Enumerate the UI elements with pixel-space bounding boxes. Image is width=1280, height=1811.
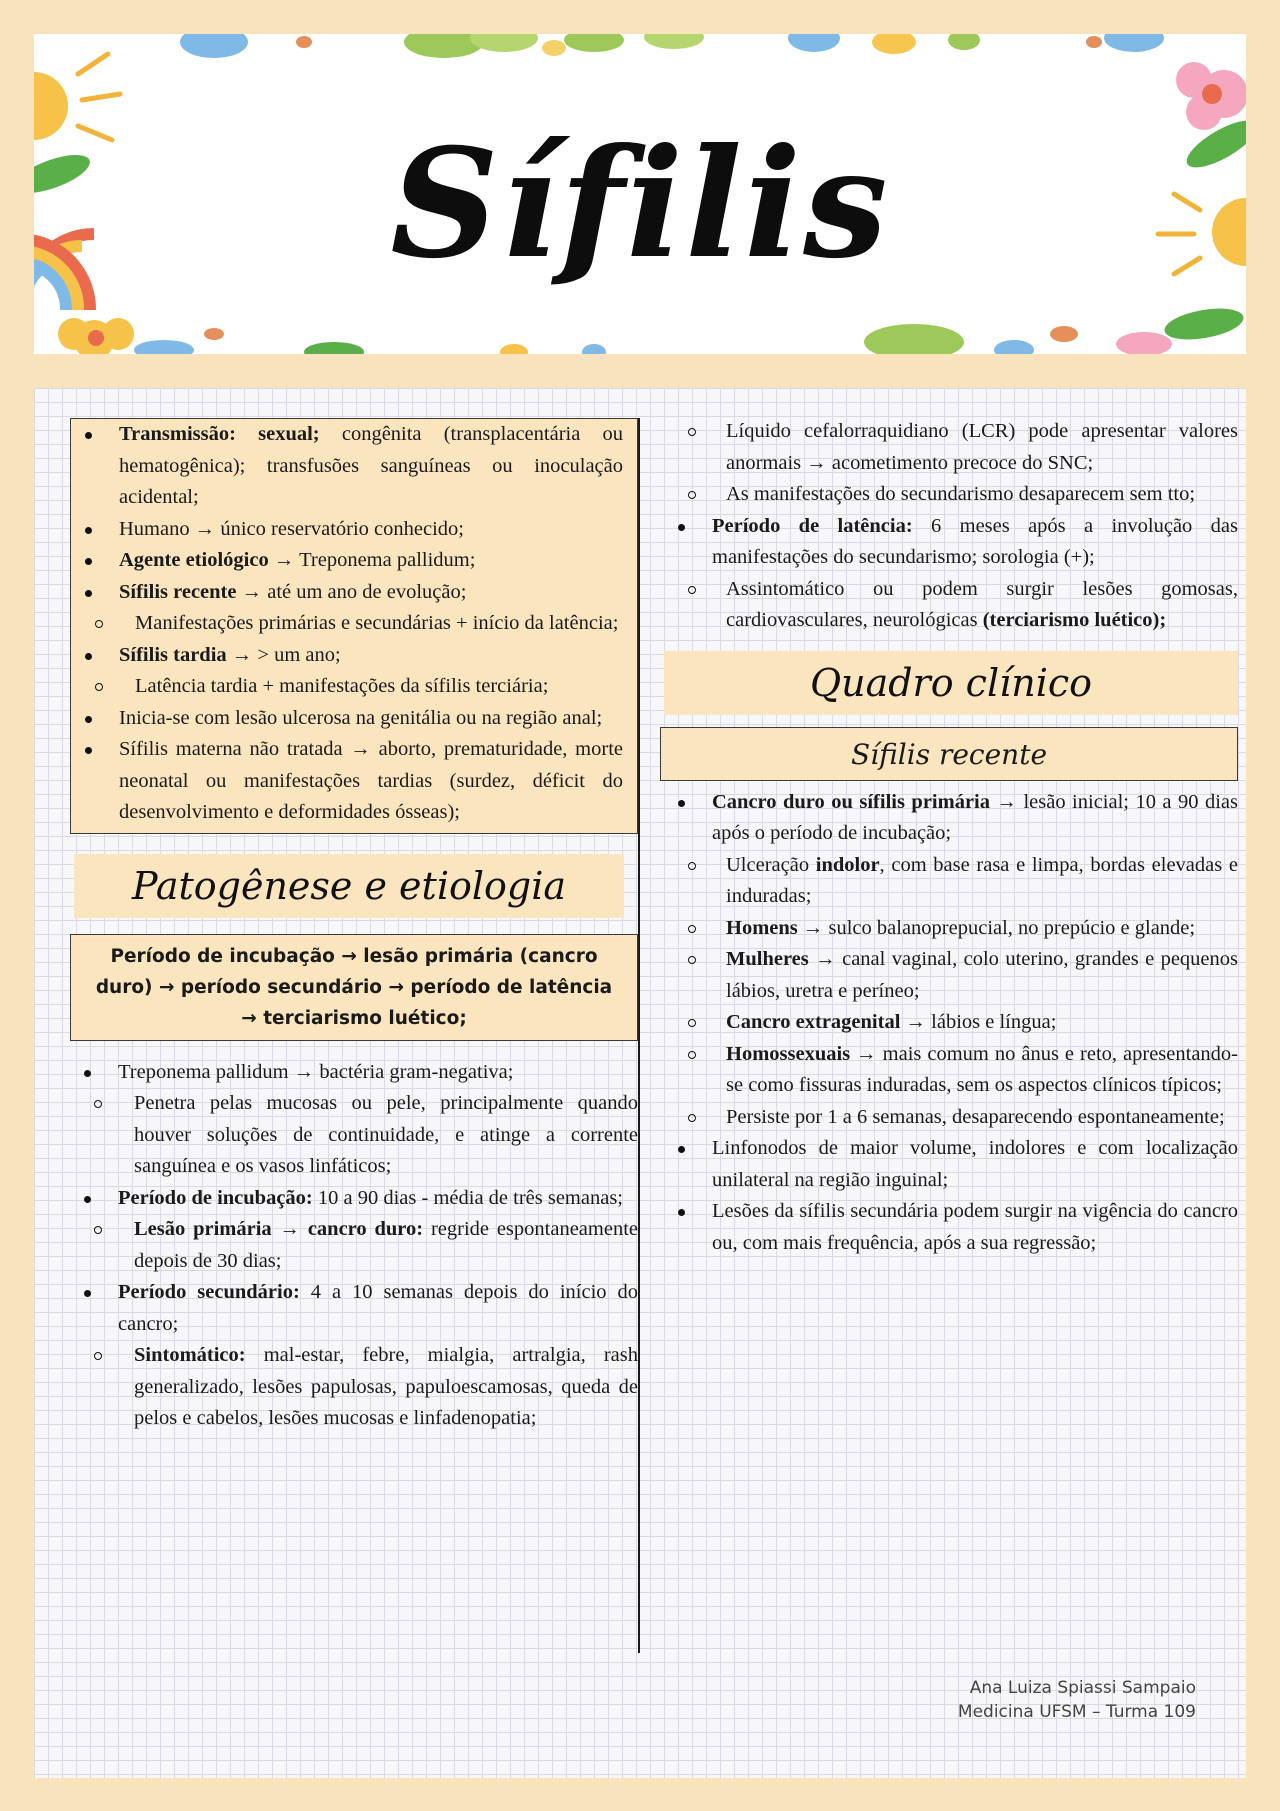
header-banner xyxy=(34,34,1246,354)
right-column xyxy=(660,416,1238,1259)
list-item: Lesões da sífilis secundária podem surgir na vigência do cancro ou, com mais frequência, após a sua regressão; xyxy=(660,1196,1238,1259)
intro-list xyxy=(71,419,623,829)
column-divider xyxy=(638,418,640,1653)
list-item: Período secundário: 4 a 10 semanas depois do início do cancro; xyxy=(70,1277,638,1340)
list-item: Cancro duro ou sífilis primária → lesão inicial; 10 a 90 dias após o período de incubação; xyxy=(660,787,1238,850)
author-name: Ana Luiza Spiassi Sampaio xyxy=(969,1678,1196,1698)
author-course: Medicina UFSM – Turma 109 xyxy=(957,1702,1196,1722)
list-item: Homens → sulco balanoprepucial, no prepúcio e glande; xyxy=(660,913,1238,945)
list-item: Período de latência: 6 meses após a involução das manifestações do secundarismo; sorologia (+); xyxy=(660,511,1238,574)
list-item: Lesão primária → cancro duro: regride espontaneamente depois de 30 dias; xyxy=(70,1214,638,1277)
subsection-title-sifilis-recente: Sífilis recente xyxy=(660,727,1238,781)
list-item: Período de incubação: 10 a 90 dias - média de três semanas; xyxy=(70,1183,638,1215)
patogenese-list xyxy=(70,1057,638,1435)
list-item: Inicia-se com lesão ulcerosa na genitália ou na região anal; xyxy=(71,703,623,735)
secundario-list xyxy=(660,416,1238,637)
list-item: Mulheres → canal vaginal, colo uterino, grandes e pequenos lábios, uretra e períneo; xyxy=(660,944,1238,1007)
list-item: Manifestações primárias e secundárias + início da latência; xyxy=(71,608,623,640)
page-title: Sífilis xyxy=(390,116,890,292)
list-item: Transmissão: sexual; congênita (transplacentária ou hematogênica); transfusões sanguíneas ou inoculação acidental; xyxy=(71,419,623,514)
list-item: Sífilis tardia → > um ano; xyxy=(71,640,623,672)
section-title-patogenese: Patogênese e etiologia xyxy=(74,854,624,918)
list-item: As manifestações do secundarismo desaparecem sem tto; xyxy=(660,479,1238,511)
periodo-box: Período de incubação → lesão primária (cancro duro) → período secundário → período de latência → terciarismo luético; xyxy=(70,934,638,1041)
list-item: Homossexuais → mais comum no ânus e reto, apresentando-se como fissuras induradas, sem os aspectos clínicos típicos; xyxy=(660,1039,1238,1102)
list-item: Sífilis recente → até um ano de evolução; xyxy=(71,577,623,609)
list-item: Assintomático ou podem surgir lesões gomosas, cardiovasculares, neurológicas (terciarismo luético); xyxy=(660,574,1238,637)
list-item: Humano → único reservatório conhecido; xyxy=(71,514,623,546)
list-item: Líquido cefalorraquidiano (LCR) pode apresentar valores anormais → acometimento precoce do SNC; xyxy=(660,416,1238,479)
author-signature xyxy=(958,1676,1196,1724)
left-column xyxy=(70,418,638,1435)
list-item: Ulceração indolor, com base rasa e limpa, bordas elevadas e induradas; xyxy=(660,850,1238,913)
quadro-clinico-list xyxy=(660,787,1238,1260)
intro-box xyxy=(70,418,638,834)
list-item: Latência tardia + manifestações da sífilis terciária; xyxy=(71,671,623,703)
list-item: Linfonodos de maior volume, indolores e com localização unilateral na região inguinal; xyxy=(660,1133,1238,1196)
list-item: Persiste por 1 a 6 semanas, desaparecendo espontaneamente; xyxy=(660,1102,1238,1134)
section-title-quadro-clinico: Quadro clínico xyxy=(664,651,1238,715)
list-item: Treponema pallidum → bactéria gram-negativa; xyxy=(70,1057,638,1089)
list-item: Penetra pelas mucosas ou pele, principalmente quando houver soluções de continuidade, e atinge a corrente sanguínea e os vasos linfáticos; xyxy=(70,1088,638,1183)
list-item: Cancro extragenital → lábios e língua; xyxy=(660,1007,1238,1039)
list-item: Agente etiológico → Treponema pallidum; xyxy=(71,545,623,577)
grid-paper xyxy=(34,388,1246,1778)
list-item: Sintomático: mal-estar, febre, mialgia, artralgia, rash generalizado, lesões papulosas, papuloescamosas, queda de pelos e cabelos, lesões mucosas e linfadenopatia; xyxy=(70,1340,638,1435)
list-item: Sífilis materna não tratada → aborto, prematuridade, morte neonatal ou manifestações tardias (surdez, déficit do desenvolvimento e deformidades ósseas); xyxy=(71,734,623,829)
